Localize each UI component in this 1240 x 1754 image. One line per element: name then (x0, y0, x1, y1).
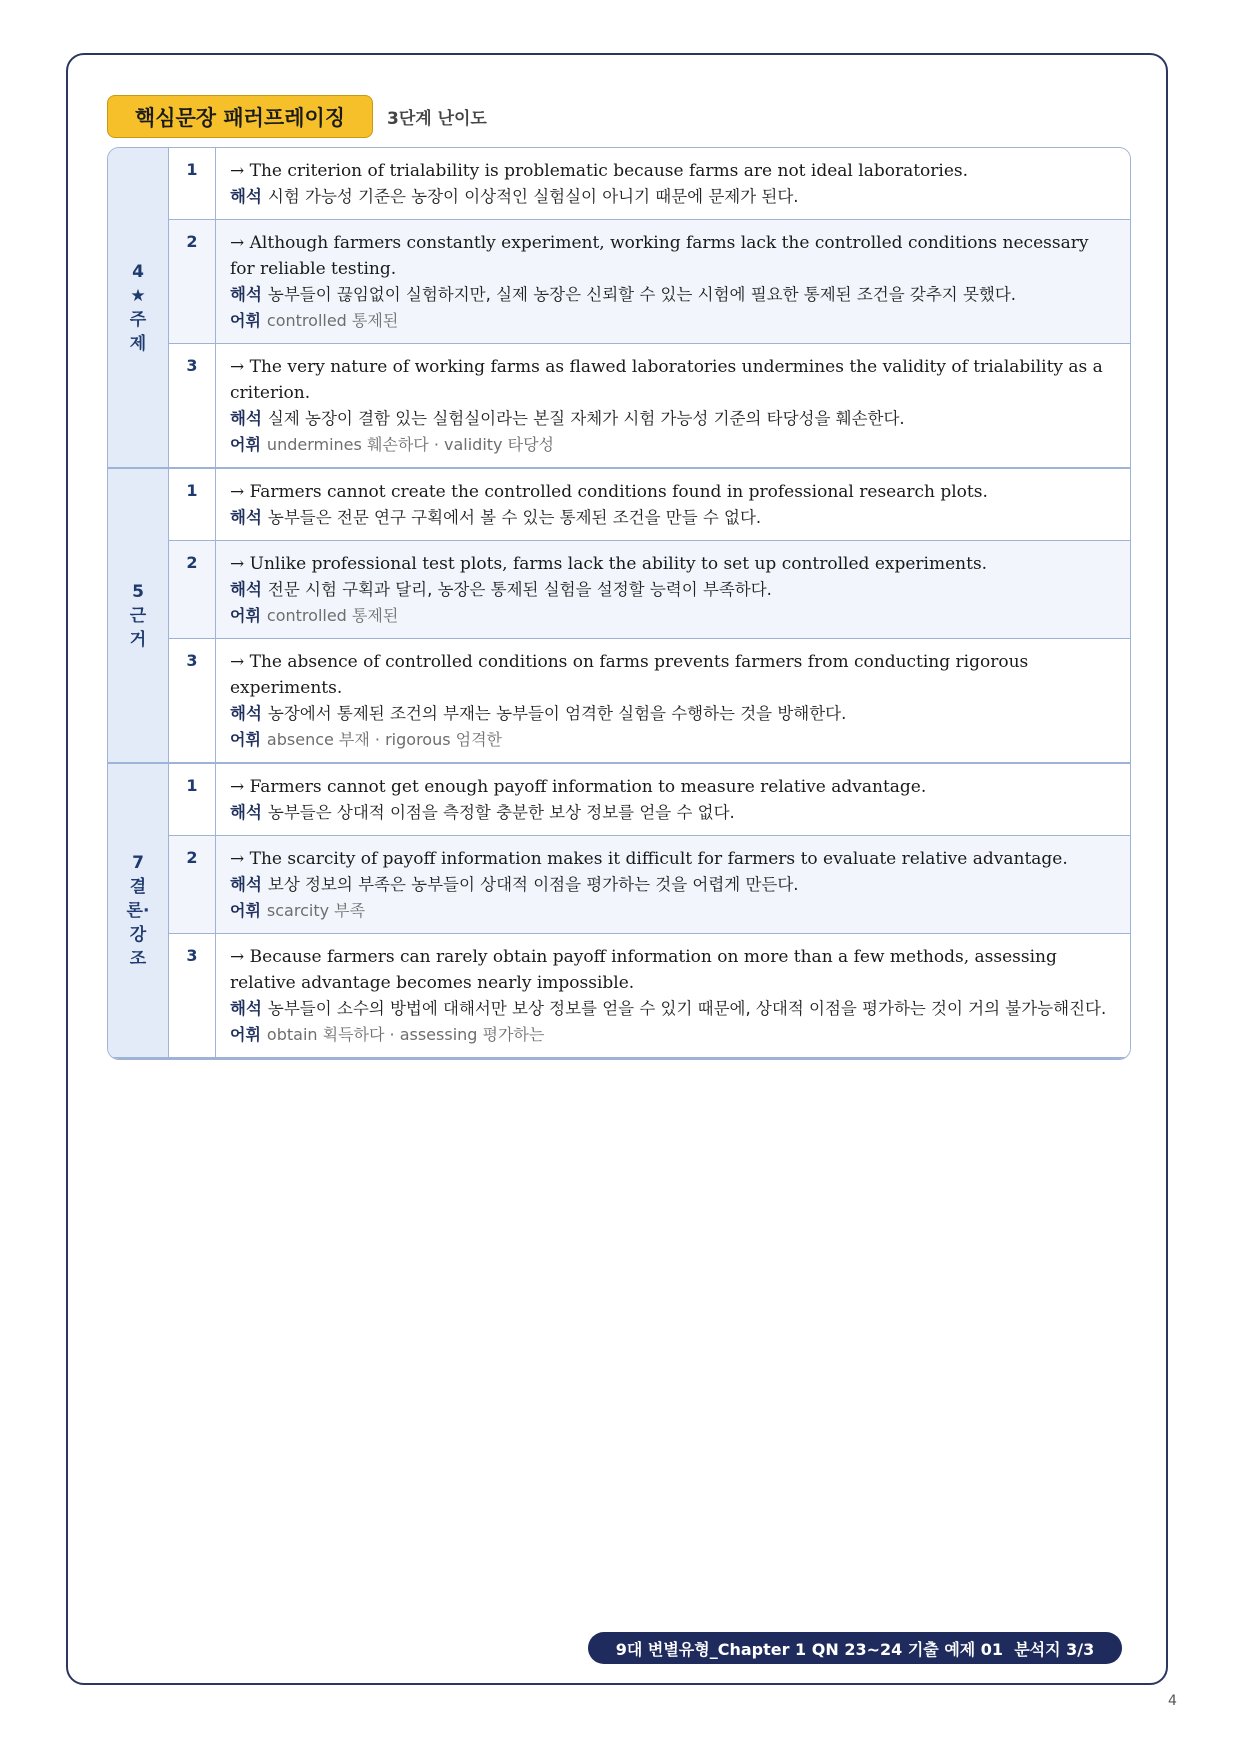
table-row (108, 220, 1130, 344)
group-label-char: 조 (129, 948, 147, 969)
vocab-text: obtain 획득하다 · assessing 평가하는 (266, 1025, 545, 1044)
translation-text: 농부들이 끊임없이 실험하지만, 실제 농장은 신뢰할 수 있는 시험에 필요한 통제된 조건을 갖추지 못했다. (267, 285, 1017, 304)
group-label (108, 763, 169, 1058)
paraphrase-sentence: → Farmers cannot get enough payoff information to measure relative advantage. (230, 777, 927, 797)
translation-tag: 해석 (230, 409, 262, 428)
translation-line (230, 800, 1116, 826)
row-number: 1 (169, 468, 216, 541)
translation-text: 보상 정보의 부족은 농부들이 상대적 이점을 평가하는 것을 어렵게 만든다. (267, 875, 799, 894)
translation-line (230, 577, 1116, 603)
translation-text: 농부들이 소수의 방법에 대해서만 보상 정보를 얻을 수 있기 때문에, 상대적 이점을 평가하는 것이 거의 불가능해진다. (267, 999, 1107, 1018)
vocab-line (230, 603, 1116, 629)
vocab-text: undermines 훼손하다 · validity 타당성 (266, 435, 554, 454)
translation-line (230, 701, 1116, 727)
difficulty-label: 3단계 난이도 (387, 109, 487, 129)
paraphrase-sentence: → The criterion of trialability is problematic because farms are not ideal laboratories. (230, 161, 969, 181)
translation-tag: 해석 (230, 285, 262, 304)
row-number: 2 (169, 541, 216, 639)
translation-text: 시험 가능성 기준은 농장이 이상적인 실험실이 아니기 때문에 문제가 된다. (267, 187, 799, 206)
translation-text: 실제 농장이 결함 있는 실험실이라는 본질 자체가 시험 가능성 기준의 타당성을 훼손한다. (267, 409, 905, 428)
row-content (216, 541, 1131, 639)
table-row (108, 541, 1130, 639)
vocab-text: controlled 통제된 (266, 606, 399, 625)
table-row (108, 763, 1130, 836)
row-content (216, 639, 1131, 764)
vocab-text: absence 부재 · rigorous 엄격한 (266, 730, 503, 749)
vocab-tag: 어휘 (230, 901, 261, 920)
row-content (216, 344, 1131, 469)
group-label-char: 4 (132, 261, 144, 282)
group-label-char: 5 (132, 581, 144, 602)
translation-tag: 해석 (230, 508, 262, 527)
group-label-char: ★ (130, 285, 146, 306)
footer-badge: 9대 변별유형_Chapter 1 QN 23~24 기출 예제 01 분석지 3/3 (588, 1632, 1122, 1664)
paraphrase-table (107, 147, 1131, 1060)
translation-text: 농부들은 상대적 이점을 측정할 충분한 보상 정보를 얻을 수 없다. (267, 803, 735, 822)
row-number: 3 (169, 344, 216, 469)
paraphrase-sentence: → Although farmers constantly experiment, working farms lack the controlled conditions necessary for reliable testing. (230, 233, 1089, 279)
vocab-tag: 어휘 (230, 435, 261, 454)
translation-line (230, 184, 1116, 210)
translation-tag: 해석 (230, 187, 262, 206)
paraphrase-sentence: → Unlike professional test plots, farms lack the ability to set up controlled experiments. (230, 554, 988, 574)
translation-line (230, 282, 1116, 308)
group-label (108, 468, 169, 763)
group-label-char: 강 (129, 924, 147, 945)
row-content (216, 220, 1131, 344)
table-row (108, 344, 1130, 469)
paraphrase-sentence: → The absence of controlled conditions on farms prevents farmers from conducting rigorous experiments. (230, 652, 1029, 698)
translation-tag: 해석 (230, 580, 262, 599)
row-number: 3 (169, 934, 216, 1059)
row-content (216, 763, 1131, 836)
row-number: 2 (169, 836, 216, 934)
row-number: 1 (169, 763, 216, 836)
row-content (216, 934, 1131, 1059)
paraphrase-sentence: → Because farmers can rarely obtain payoff information on more than a few methods, assessing relative advantage becomes nearly impossible. (230, 947, 1057, 993)
group-label-char: 제 (129, 333, 147, 354)
translation-tag: 해석 (230, 999, 262, 1018)
translation-line (230, 872, 1116, 898)
row-number: 2 (169, 220, 216, 344)
group-label (108, 148, 169, 468)
row-number: 1 (169, 148, 216, 220)
vocab-tag: 어휘 (230, 606, 261, 625)
translation-text: 농부들은 전문 연구 구획에서 볼 수 있는 통제된 조건을 만들 수 없다. (267, 508, 762, 527)
group-label-char: 론· (126, 900, 150, 921)
vocab-line (230, 727, 1116, 753)
paraphrase-sentence: → The very nature of working farms as flawed laboratories undermines the validity of trialability as a criterion. (230, 357, 1103, 403)
translation-tag: 해석 (230, 704, 262, 723)
group-label-char: 결 (129, 876, 147, 897)
table-row (108, 639, 1130, 764)
table-row (108, 468, 1130, 541)
translation-tag: 해석 (230, 803, 262, 822)
vocab-tag: 어휘 (230, 730, 261, 749)
vocab-tag: 어휘 (230, 1025, 261, 1044)
paraphrase-sentence: → Farmers cannot create the controlled conditions found in professional research plots. (230, 482, 988, 502)
group-label-char: 거 (129, 629, 147, 650)
paraphrase-sentence: → The scarcity of payoff information makes it difficult for farmers to evaluate relative advantage. (230, 849, 1068, 869)
translation-text: 농장에서 통제된 조건의 부재는 농부들이 엄격한 실험을 수행하는 것을 방해한다. (267, 704, 847, 723)
translation-text: 전문 시험 구획과 달리, 농장은 통제된 실험을 설정할 능력이 부족하다. (267, 580, 772, 599)
group-label-char: 주 (129, 309, 147, 330)
vocab-tag: 어휘 (230, 311, 261, 330)
translation-line (230, 406, 1116, 432)
group-label-char: 7 (132, 852, 144, 873)
translation-line (230, 505, 1116, 531)
translation-tag: 해석 (230, 875, 262, 894)
vocab-line (230, 1022, 1116, 1048)
vocab-text: controlled 통제된 (266, 311, 399, 330)
table-row (108, 934, 1130, 1059)
row-content (216, 468, 1131, 541)
vocab-line (230, 308, 1116, 334)
vocab-text: scarcity 부족 (266, 901, 366, 920)
row-number: 3 (169, 639, 216, 764)
table-row (108, 148, 1130, 220)
vocab-line (230, 432, 1116, 458)
vocab-line (230, 898, 1116, 924)
translation-line (230, 996, 1116, 1022)
section-title-badge: 핵심문장 패러프레이징 (107, 95, 373, 138)
row-content (216, 148, 1131, 220)
table-row (108, 836, 1130, 934)
row-content (216, 836, 1131, 934)
page-number: 4 (1168, 1693, 1177, 1709)
group-label-char: 근 (129, 605, 147, 626)
